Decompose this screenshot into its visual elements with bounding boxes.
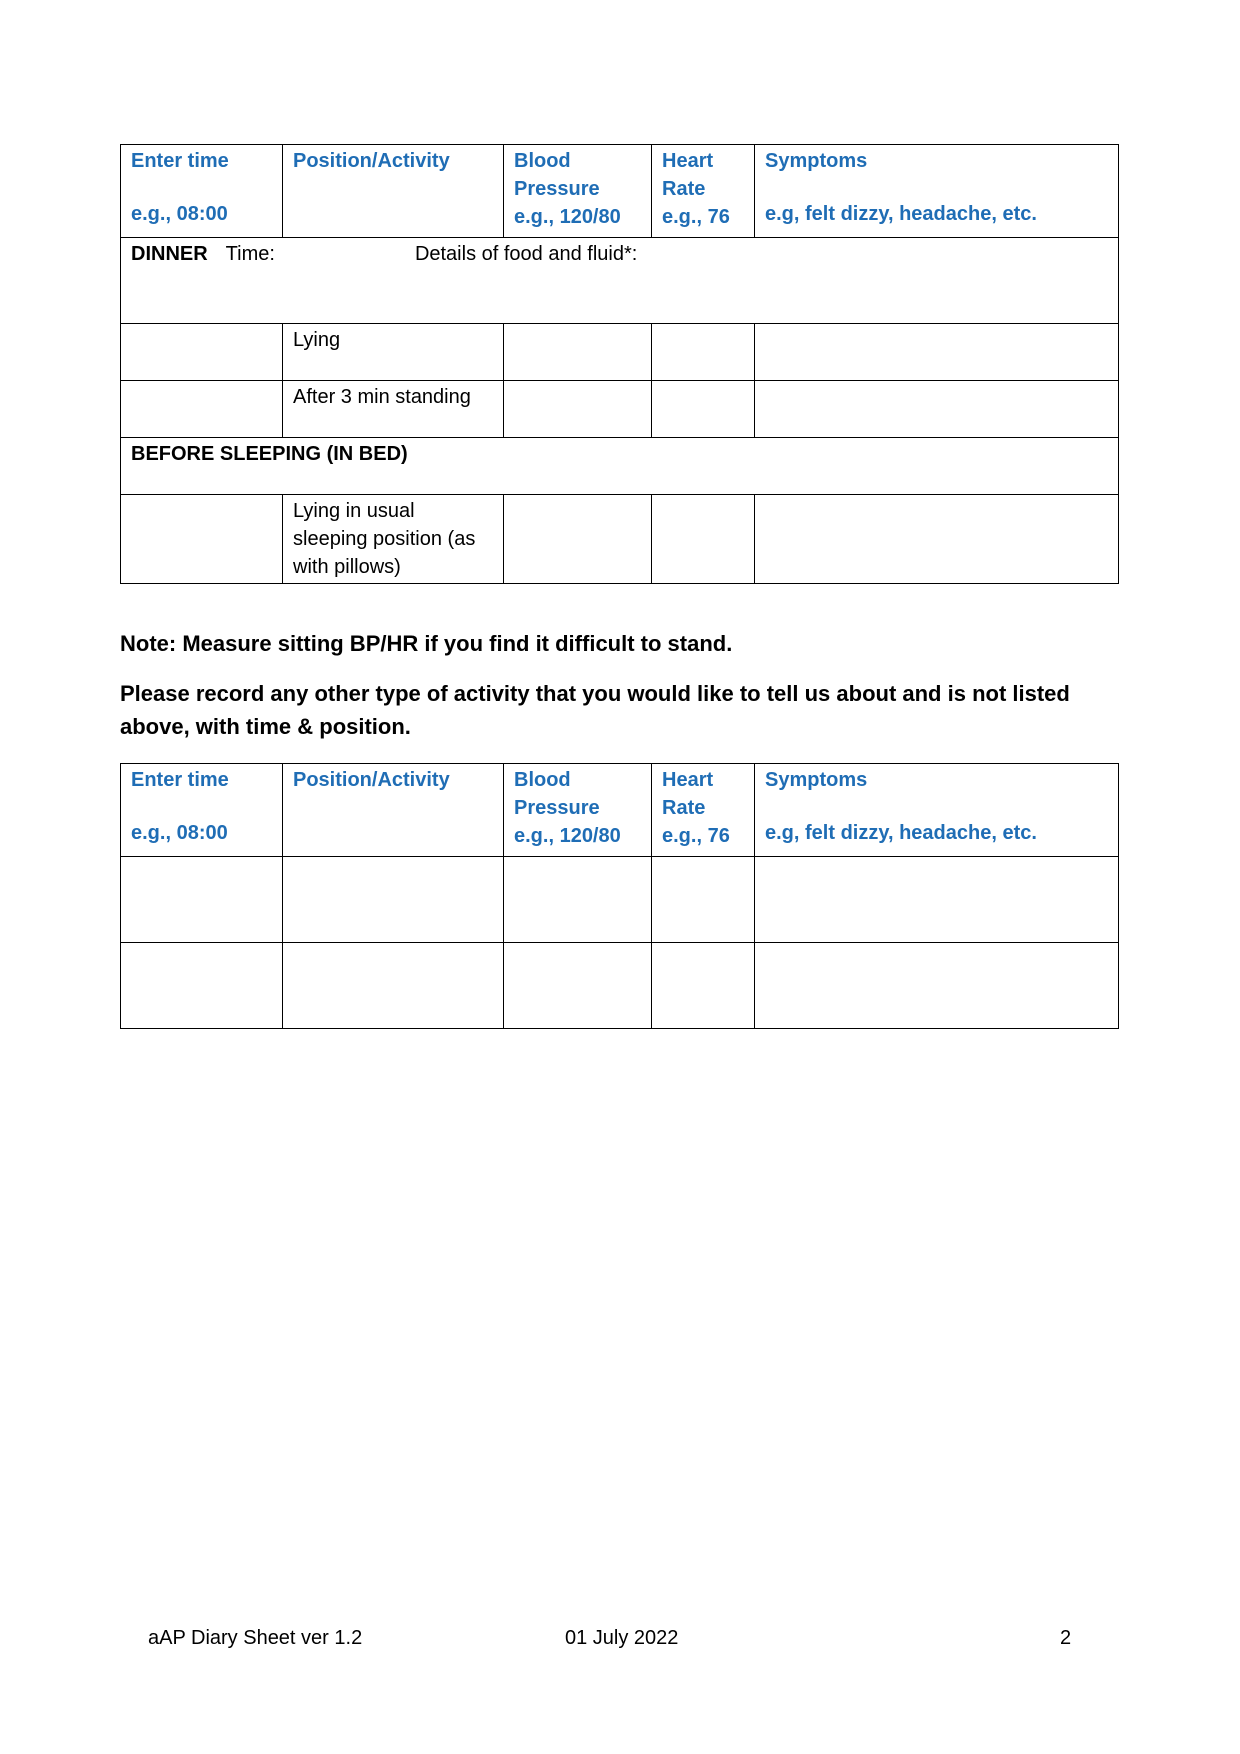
symptoms-cell[interactable] <box>755 943 1119 1029</box>
header-enter-time-title: Enter time <box>131 769 229 791</box>
position-cell[interactable] <box>283 943 504 1029</box>
header-bp-example: e.g., 120/80 <box>514 825 621 847</box>
header-blood-pressure <box>504 145 652 238</box>
header-symptoms-example: e.g, felt dizzy, headache, etc. <box>765 203 1037 225</box>
position-cell[interactable] <box>283 857 504 943</box>
blood-pressure-cell[interactable] <box>504 943 652 1029</box>
blood-pressure-cell[interactable] <box>504 495 652 584</box>
blood-pressure-cell[interactable] <box>504 324 652 381</box>
header-hr-example: e.g., 76 <box>662 206 730 228</box>
heart-rate-cell[interactable] <box>652 857 755 943</box>
header-hr-line2: Rate <box>662 178 706 200</box>
footer-document-version: aAP Diary Sheet ver 1.2 <box>148 1627 363 1649</box>
header-symptoms-example: e.g, felt dizzy, headache, etc. <box>765 822 1037 844</box>
time-cell[interactable] <box>121 381 283 438</box>
position-cell: Lying in usual sleeping position (as with pillows) <box>283 495 504 584</box>
symptoms-cell[interactable] <box>755 324 1119 381</box>
time-cell[interactable] <box>121 857 283 943</box>
table-header-row <box>121 764 1119 857</box>
footer-date: 01 July 2022 <box>565 1627 679 1649</box>
header-enter-time <box>121 145 283 238</box>
heart-rate-cell[interactable] <box>652 943 755 1029</box>
position-cell: After 3 min standing <box>283 381 504 438</box>
note-sitting-measurement: Note: Measure sitting BP/HR if you find it difficult to stand. <box>120 631 733 656</box>
heart-rate-cell[interactable] <box>652 324 755 381</box>
heart-rate-cell[interactable] <box>652 495 755 584</box>
dinner-time-label: Time: <box>225 243 275 265</box>
header-hr-line1: Heart <box>662 769 714 791</box>
symptoms-cell[interactable] <box>755 495 1119 584</box>
header-symptoms <box>755 145 1119 238</box>
dinner-cell[interactable] <box>121 238 1119 324</box>
table-row <box>121 857 1119 943</box>
header-position-activity: Position/Activity <box>283 145 504 238</box>
dinner-food-label: Details of food and fluid*: <box>414 243 638 265</box>
table-row <box>121 381 1119 438</box>
symptoms-cell[interactable] <box>755 381 1119 438</box>
header-blood-pressure <box>504 764 652 857</box>
header-symptoms-title: Symptoms <box>765 769 868 791</box>
footer-page-number: 2 <box>1060 1627 1072 1649</box>
before-sleeping-label: BEFORE SLEEPING (IN BED) <box>121 438 1119 495</box>
table-row <box>121 943 1119 1029</box>
header-enter-time-example: e.g., 08:00 <box>131 203 228 225</box>
header-enter-time-title: Enter time <box>131 150 229 172</box>
table-row <box>121 495 1119 584</box>
header-bp-line2: Pressure <box>514 178 600 200</box>
table-header-row <box>121 145 1119 238</box>
blood-pressure-cell[interactable] <box>504 381 652 438</box>
header-heart-rate <box>652 764 755 857</box>
time-cell[interactable] <box>121 495 283 584</box>
before-sleeping-row <box>121 438 1119 495</box>
time-cell[interactable] <box>121 324 283 381</box>
header-bp-line1: Blood <box>514 769 571 791</box>
time-cell[interactable] <box>121 943 283 1029</box>
diary-table-dinner-sleep <box>120 144 1119 584</box>
header-bp-line2: Pressure <box>514 797 600 819</box>
header-enter-time <box>121 764 283 857</box>
header-symptoms-title: Symptoms <box>765 150 868 172</box>
blood-pressure-cell[interactable] <box>504 857 652 943</box>
dinner-label: DINNER <box>131 243 208 265</box>
header-bp-line1: Blood <box>514 150 571 172</box>
position-cell: Lying <box>283 324 504 381</box>
header-hr-example: e.g., 76 <box>662 825 730 847</box>
header-bp-example: e.g., 120/80 <box>514 206 621 228</box>
symptoms-cell[interactable] <box>755 857 1119 943</box>
header-position-activity: Position/Activity <box>283 764 504 857</box>
table-row <box>121 324 1119 381</box>
dinner-row <box>121 238 1119 324</box>
diary-table-other-activity <box>120 763 1119 1029</box>
note-other-activity: Please record any other type of activity that you would like to tell us about and is not listed above, with time & position. <box>120 681 1070 739</box>
header-hr-line2: Rate <box>662 797 706 819</box>
header-enter-time-example: e.g., 08:00 <box>131 822 228 844</box>
heart-rate-cell[interactable] <box>652 381 755 438</box>
header-hr-line1: Heart <box>662 150 714 172</box>
header-symptoms <box>755 764 1119 857</box>
header-heart-rate <box>652 145 755 238</box>
